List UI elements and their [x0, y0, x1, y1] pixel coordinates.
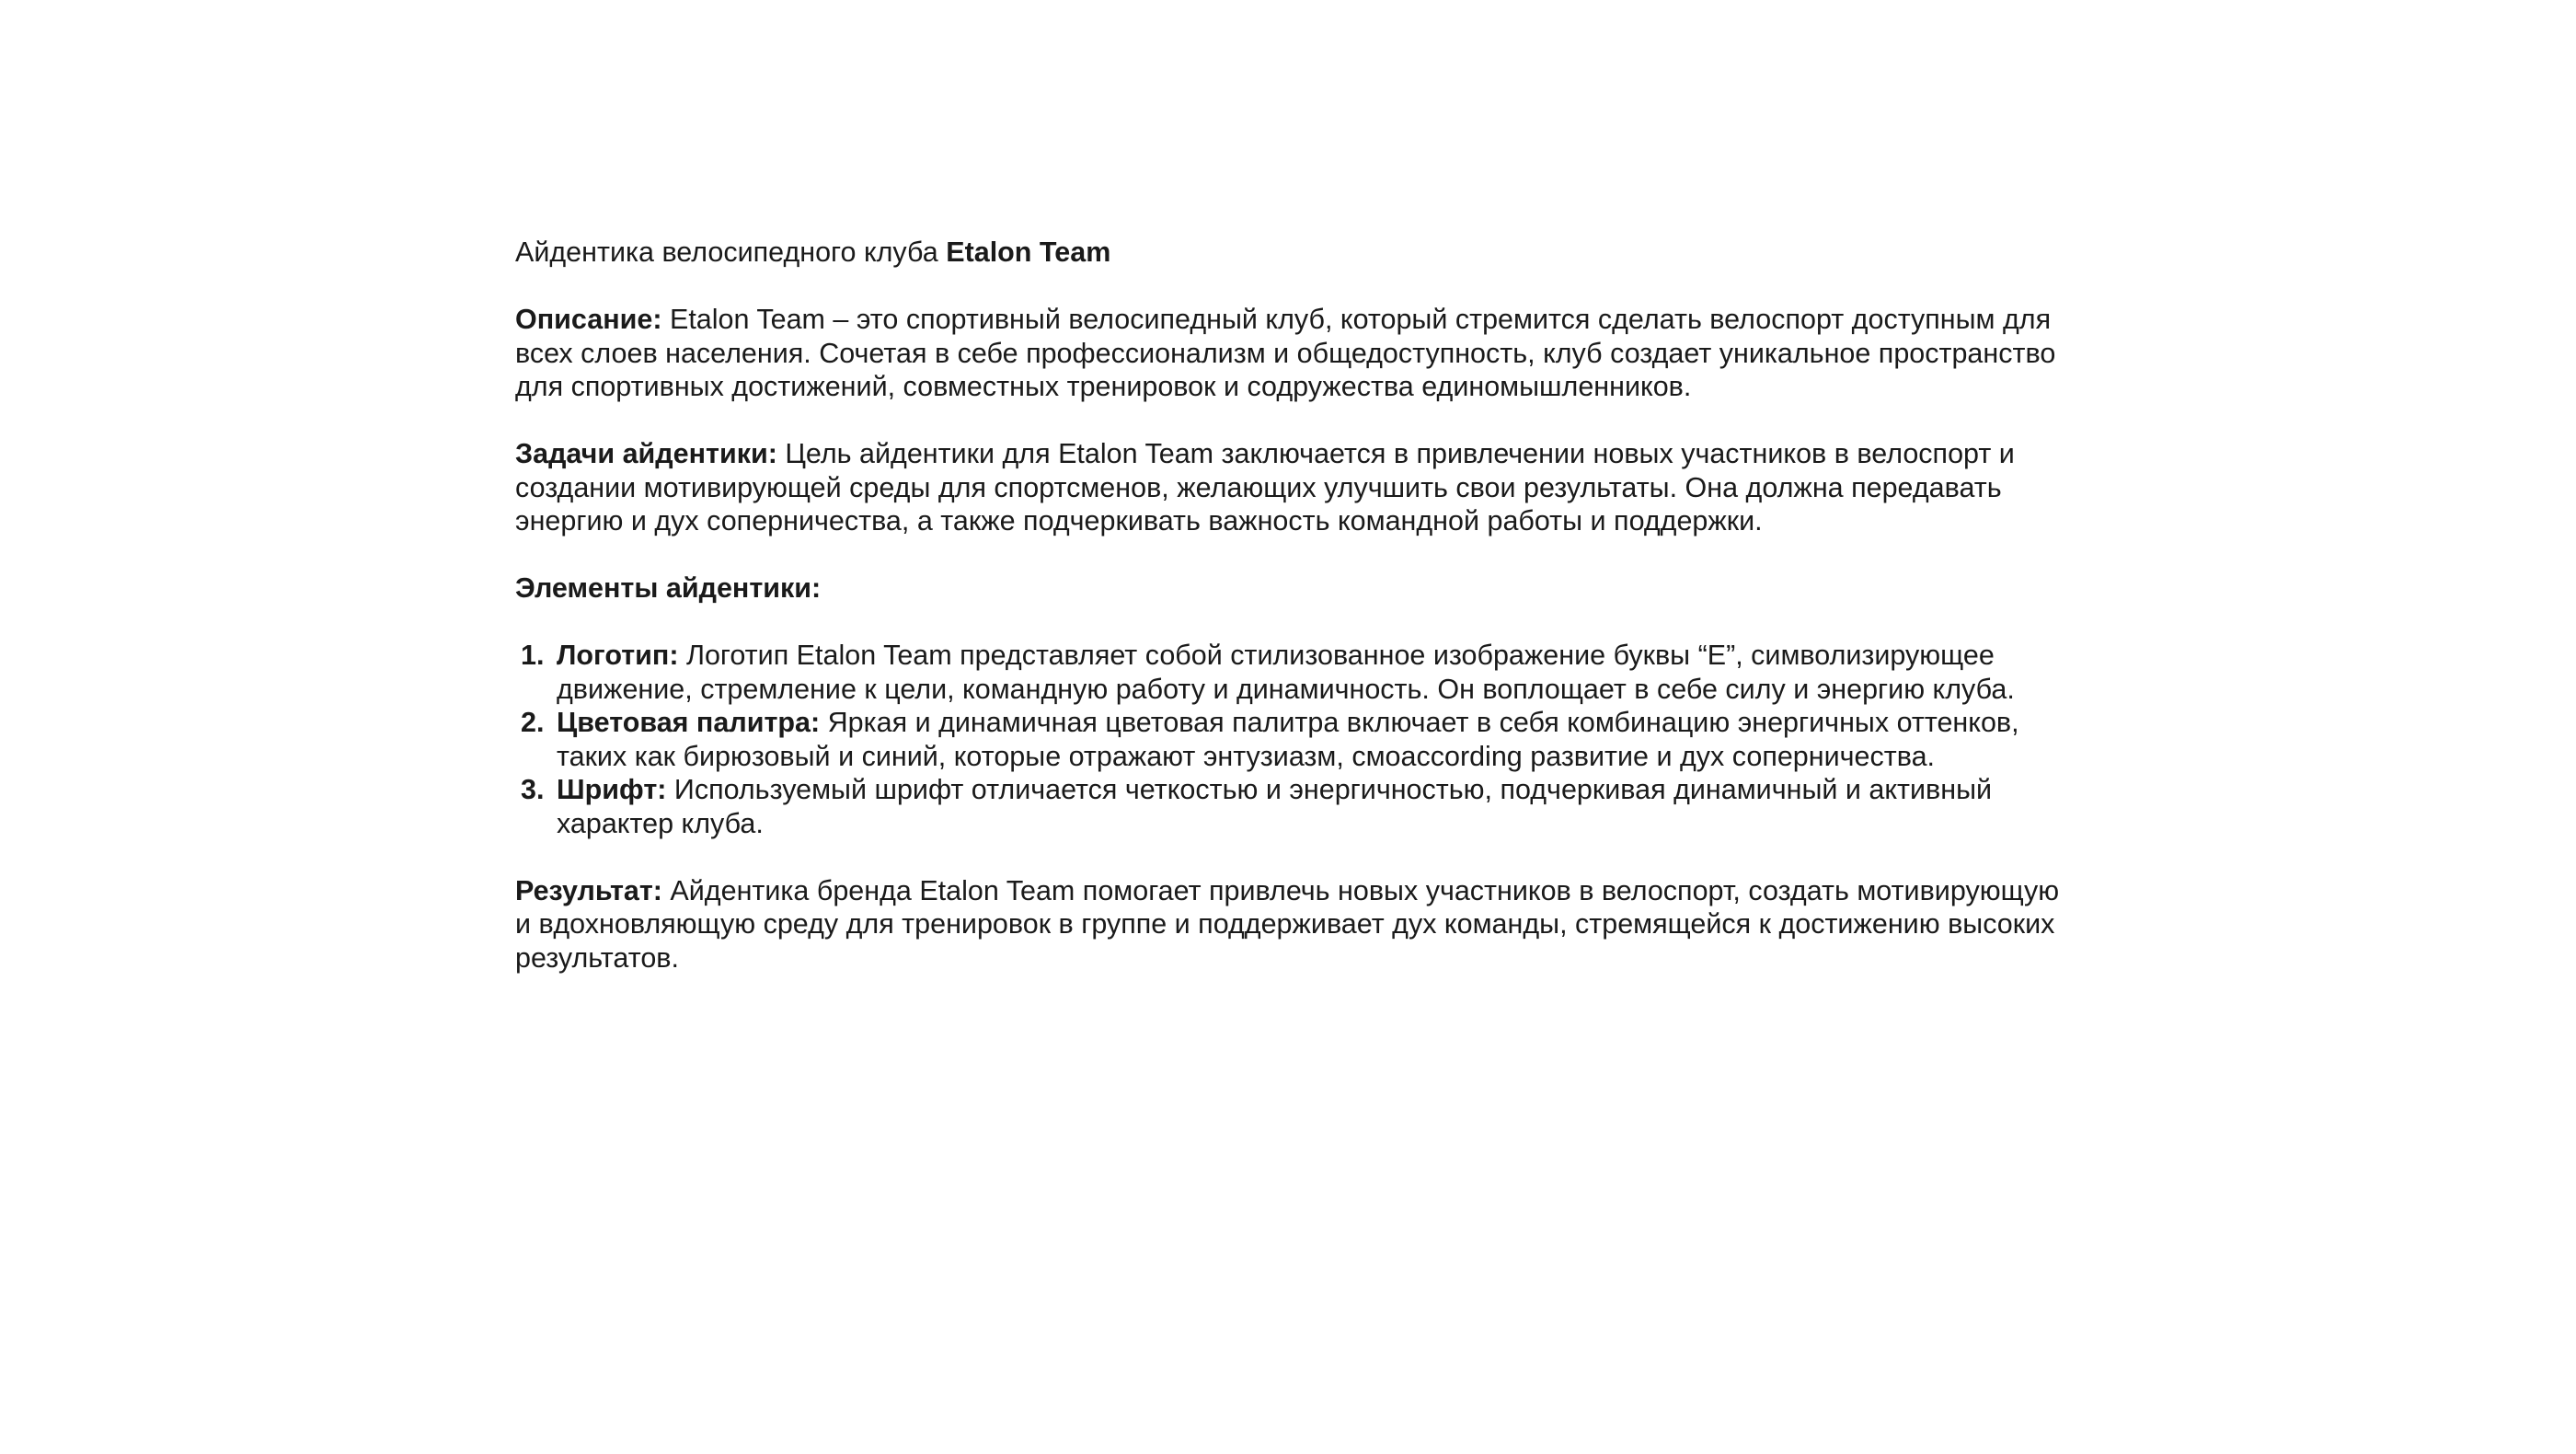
list-item-label: Шрифт: [557, 774, 667, 805]
result-label: Результат: [515, 874, 662, 906]
document-body [515, 236, 2079, 975]
list-item-font [557, 773, 2079, 840]
description-paragraph [515, 303, 2079, 404]
spacer [515, 538, 2079, 572]
title-brand: Etalon Team [946, 237, 1111, 268]
elements-list [515, 639, 2079, 840]
list-item-text: Используемый шрифт отличается четкостью и энергичностью, подчеркивая динамичный и активный характер клуба. [557, 774, 1993, 839]
list-item-text: Логотип Etalon Team представляет собой стилизованное изображение буквы “E”, символизирующее движение, стремление к цели, командную работу и динамичность. Он воплощает в себе силу и энергию клуба. [557, 640, 2015, 705]
description-text: Etalon Team – это спортивный велосипедный клуб, который стремится сделать велоспорт доступным для всех слоев населения. Сочетая в себе профессионализм и общедоступность, клуб создает уникальное пространство для спортивных достижений, совместных тренировок и содружества единомышленников. [515, 304, 2056, 402]
spacer [515, 840, 2079, 874]
goals-text: Цель айдентики для Etalon Team заключается в привлечении новых участников в велоспорт и создании мотивирующей среды для спортсменов, желающих улучшить свои результаты. Она должна передавать энергию и дух соперничества, а также подчеркивать важность командной работы и поддержки. [515, 438, 2015, 537]
list-item-label: Логотип: [557, 640, 679, 671]
elements-heading: Элементы айдентики: [515, 572, 822, 604]
title-prefix: Айдентика велосипедного клуба [515, 237, 947, 268]
description-label: Описание: [515, 304, 662, 335]
spacer [515, 270, 2079, 304]
document-title [515, 236, 2079, 270]
goals-label: Задачи айдентики: [515, 438, 777, 469]
result-text: Айдентика бренда Etalon Team помогает привлечь новых участников в велоспорт, создать мотивирующую и вдохновляющую среду для тренировок в группе и поддерживает дух команды, стремящейся к достижению высоких результатов. [515, 874, 2060, 974]
list-item-label: Цветовая палитра: [557, 707, 821, 738]
goals-paragraph [515, 437, 2079, 538]
spacer [515, 404, 2079, 438]
result-paragraph [515, 874, 2079, 975]
list-item-palette [557, 706, 2079, 773]
list-item-logo [557, 639, 2079, 706]
list-item-text: Яркая и динамичная цветовая палитра включает в себя комбинацию энергичных оттенков, таких как бирюзовый и синий, которые отражают энтузиазм, смоaccording развитие и дух соперничества. [557, 707, 2019, 772]
spacer [515, 606, 2079, 640]
